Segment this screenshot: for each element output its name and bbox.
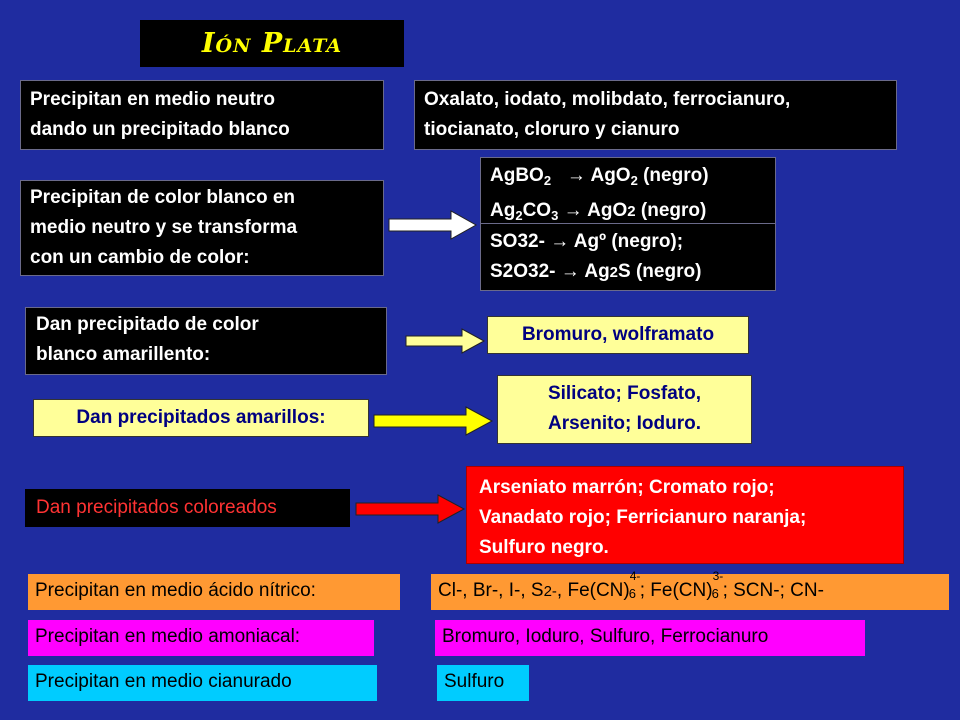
formula-line: $Ag_2CO_3 \to AgO2$ (negro) [490,200,707,223]
reaction-arrow-icon: → [563,200,583,221]
color-change-box-top [480,157,776,223]
neutral-white-label-box [20,80,384,150]
white-yellowish-label-box [25,307,387,375]
yellow-arrow [372,406,494,436]
ammoniacal-label-box [28,620,374,656]
colored-label-box [25,489,350,527]
white-arrow [387,210,479,240]
reaction-arrow-icon: → [550,231,570,252]
neutral-white-result-line: tiocianato, cloruro y cianuro [424,119,680,140]
color-change-label-line: Precipitan de color blanco en [30,187,296,208]
color-change-label-line: con un cambio de color: [30,247,250,268]
ion-charge: 4- 6 [628,569,641,601]
ammoniacal-result-box [435,620,865,656]
yellow-label-box [33,399,369,437]
page-title: Ión Plata [201,28,343,59]
formula-line: AgBO$_2$ → AgO$_2$ (negro) [490,165,709,188]
light-yellow-arrow [404,327,486,355]
cyanide-result-box [437,665,529,701]
neutral-white-label-line: dando un precipitado blanco [30,119,290,140]
white-yellowish-result-box [487,316,749,354]
yellow-label: Dan precipitados amarillos: [76,407,326,428]
color-change-label-line: medio neutro y se transforma [30,217,298,238]
cyanide-result: Sulfuro [444,671,505,692]
cyanide-label-box [28,665,377,701]
reaction-arrow-icon: → [566,165,586,186]
white-yellowish-result: Bromuro, wolframato [521,324,715,345]
yellow-result-line: Silicato; Fosfato, [547,383,702,404]
yellow-result-line: Arsenito; Ioduro. [547,413,702,434]
nitric-label-box [28,574,400,610]
color-change-label-box [20,180,384,276]
neutral-white-result-box [414,80,897,150]
yellow-result-box [497,375,752,444]
red-arrow [354,494,466,524]
formula-line: S2O32- → Ag2S (negro) [490,261,702,282]
nitric-label: Precipitan en medio ácido nítrico: [35,580,316,601]
nitric-result-box [431,569,949,610]
color-change-box-bottom [480,223,776,291]
colored-result-box [466,466,904,564]
title-box [140,20,404,67]
white-yellowish-label-line: Dan precipitado de color [36,314,259,335]
neutral-white-result-line: Oxalato, iodato, molibdato, ferrocianuro, [424,89,791,110]
reaction-arrow-icon: → [560,261,580,282]
colored-result-line: Sulfuro negro. [479,537,609,558]
white-yellowish-label-line: blanco amarillento: [36,344,211,365]
colored-label: Dan precipitados coloreados [36,497,277,518]
cyanide-label: Precipitan en medio cianurado [35,671,292,692]
ammoniacal-result: Bromuro, Ioduro, Sulfuro, Ferrocianuro [442,626,769,647]
ion-charge: 3- 6 [711,569,724,601]
colored-result-line: Vanadato rojo; Ferricianuro naranja; [479,507,807,528]
neutral-white-label-line: Precipitan en medio neutro [30,89,275,110]
formula-line: SO32- → Agº (negro); [490,231,684,252]
nitric-result: Cl-, Br-, I-, S2-, Fe(CN) 4- 6 ; Fe(CN) 3- 6 ; SCN-; CN- [438,569,824,601]
ammoniacal-label: Precipitan en medio amoniacal: [35,626,301,647]
colored-result-line: Arseniato marrón; Cromato rojo; [479,477,775,498]
